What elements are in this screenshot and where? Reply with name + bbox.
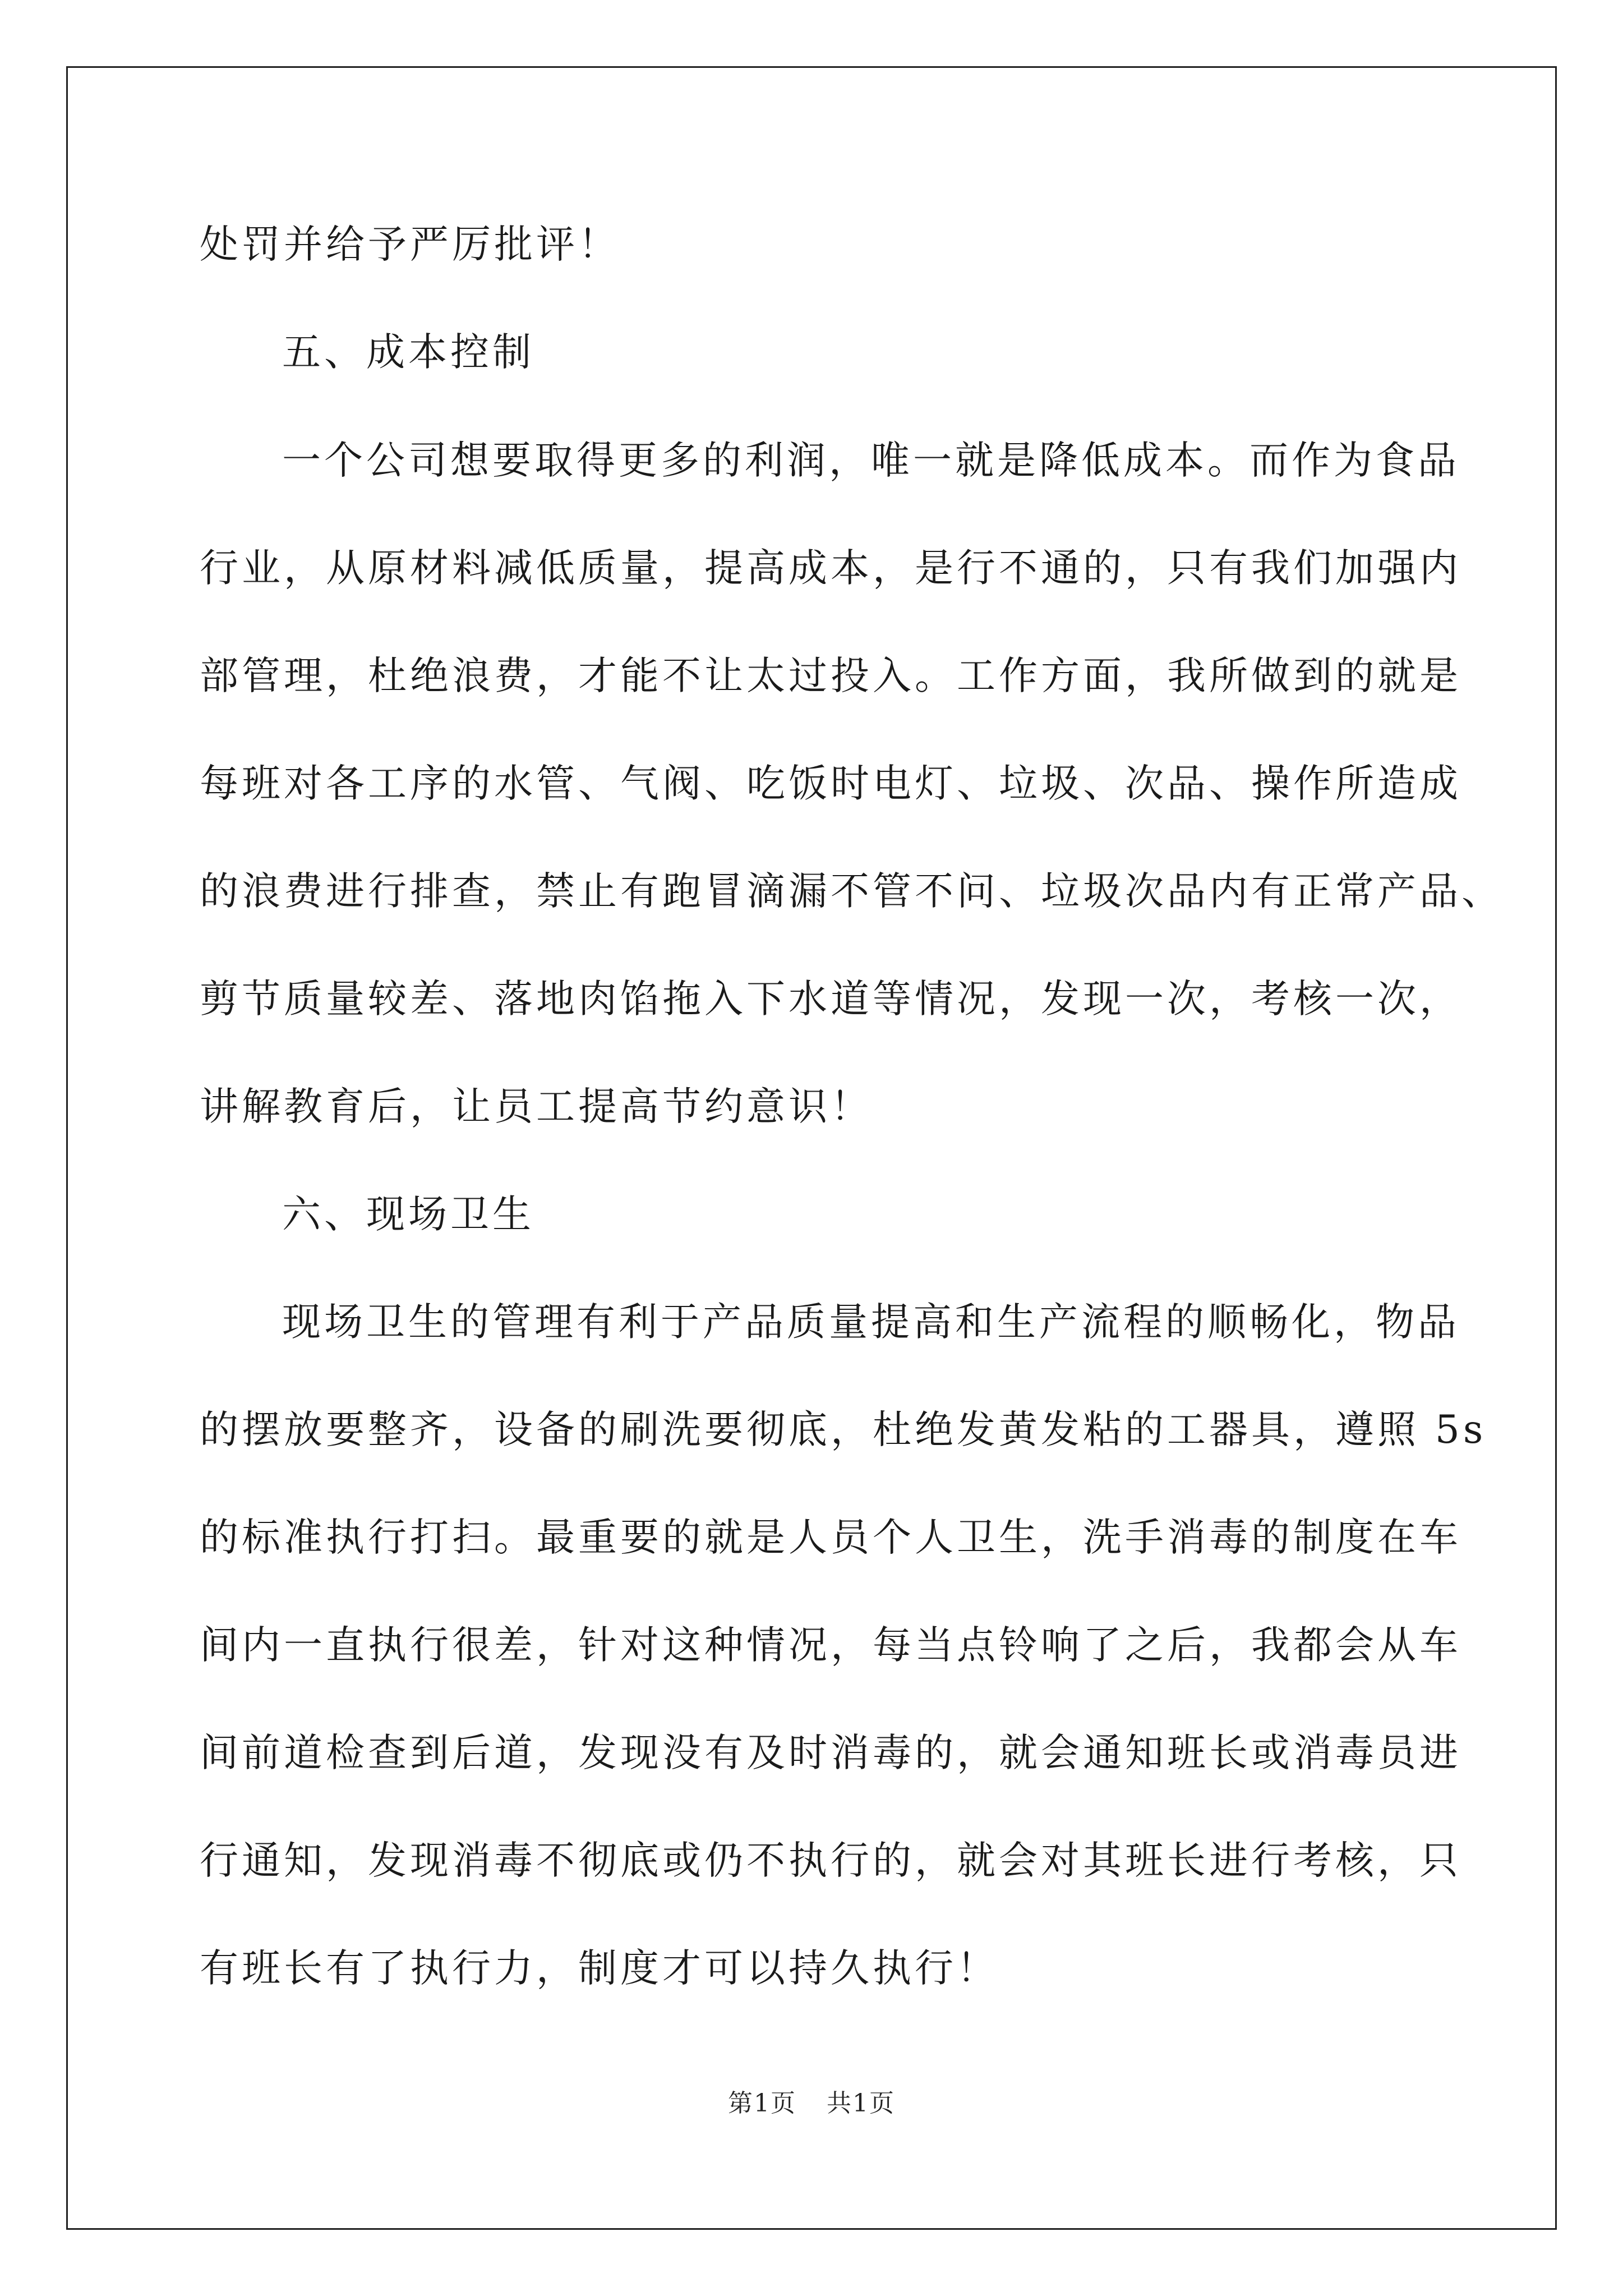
text-line: 行通知，发现消毒不彻底或仍不执行的，就会对其班长进行考核，只 bbox=[200, 1838, 1461, 1883]
page-footer bbox=[0, 2088, 1623, 2119]
text-line: 的标准执行打扫。最重要的就是人员个人卫生，洗手消毒的制度在车 bbox=[200, 1515, 1461, 1560]
section-heading-cost-control: 五、成本控制 bbox=[282, 330, 534, 375]
text-line: 剪节质量较差、落地肉馅拖入下水道等情况，发现一次，考核一次， bbox=[200, 977, 1461, 1022]
text-line: 间内一直执行很差，针对这种情况，每当点铃响了之后，我都会从车 bbox=[200, 1623, 1461, 1668]
page-frame bbox=[66, 66, 1557, 2230]
text-line: 的浪费进行排查，禁止有跑冒滴漏不管不问、垃圾次品内有正常产品、 bbox=[200, 869, 1504, 914]
page-number-current: 第1页 bbox=[728, 2089, 796, 2118]
text-line: 行业，从原材料减低质量，提高成本，是行不通的，只有我们加强内 bbox=[200, 546, 1461, 591]
text-line: 一个公司想要取得更多的利润，唯一就是降低成本。而作为食品 bbox=[282, 438, 1460, 483]
text-line: 部管理，杜绝浪费，才能不让太过投入。工作方面，我所做到的就是 bbox=[200, 654, 1461, 698]
text-line: 处罚并给予严厉批评！ bbox=[200, 222, 620, 267]
page-number-total: 共1页 bbox=[827, 2089, 895, 2118]
text-line: 讲解教育后，让员工提高节约意识！ bbox=[200, 1084, 873, 1129]
text-line: 每班对各工序的水管、气阀、吃饭时电灯、垃圾、次品、操作所造成 bbox=[200, 761, 1461, 806]
text-line: 间前道检查到后道，发现没有及时消毒的，就会通知班长或消毒员进 bbox=[200, 1731, 1461, 1775]
section-heading-site-hygiene: 六、现场卫生 bbox=[282, 1192, 534, 1237]
text-line: 现场卫生的管理有利于产品质量提高和生产流程的顺畅化，物品 bbox=[282, 1300, 1460, 1345]
text-line: 的摆放要整齐，设备的刷洗要彻底，杜绝发黄发粘的工器具，遵照 5s bbox=[200, 1407, 1487, 1452]
text-line: 有班长有了执行力，制度才可以持久执行！ bbox=[200, 1946, 999, 1991]
